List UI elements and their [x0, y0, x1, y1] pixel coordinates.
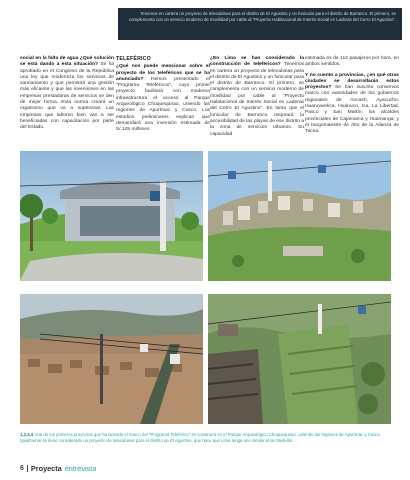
question: ¿En Lima se han considerado la construcción de teleféricos?	[210, 56, 304, 68]
footer-divider	[27, 465, 28, 472]
answer: Tenemos en cartera un proyecto de telecabinas para el distrito de El Agustino y un funicular para el distrito de Barranco. El primero, se complementa con un servicio moderno de movilidad por cable al “Proyecto Habitacional de Interés Social en Laderas del Cerro El Agustino”. En tanto que el funicular de Barranco mejorará la accesibilidad de las playas de ese distrito a la zona de servicios urbanos. Su capacidad	[210, 62, 304, 137]
answer: Se han suscrito convenios marco con autoridades de los gobiernos regionales de Áncash, Ayacucho, Huancavelica, Huánuco, Ica, La Libertad, Pasco y San Martín; los alcaldes provinciales de Cajamarca y Huamanga; y el burgomaestre de Alto de la Alianza de Tacna.	[305, 85, 400, 135]
top-banner	[118, 8, 402, 40]
question: social en la falta de agua ¿Qué solución se está dando a esta situación?	[20, 56, 114, 68]
image-caption	[20, 432, 392, 444]
column-4	[305, 56, 399, 136]
photo-hillside-housing	[208, 151, 391, 281]
caption-label: 1,2,3,4	[20, 432, 34, 437]
column-2	[116, 56, 210, 134]
banner-text: Tenemos en cartera un proyecto de telecabinas para el distrito de El Agustino y un funicular para el distrito de Barranco. El primero, se complementa con un servicio moderno de movilidad por cable al “Proyecto Habitacional de Interés Social en Laderas del Cerro El Agustino”.	[128, 11, 396, 23]
page-footer	[20, 463, 96, 473]
magazine-brand: Proyecta	[30, 463, 62, 473]
caption-text: Una de los primeros proyectos que ha lanzado el marco del “Programa Teleférico” se construirá en el Parque Arqueológico Choquequirao, uniendo las regiones de Apurímac y Cusco. Igualmente se tiene considerado un proyecto de telecabinas para el distrito de El Agustino, que hace que Lima tenga uno similar al de Medellín.	[20, 432, 382, 443]
section-heading: TELEFÉRICO	[116, 56, 151, 62]
column-1	[20, 56, 114, 132]
question: ¿Qué nos puede mencionar sobre el proyecto de los teleféricos que se ha anunciado?	[116, 64, 210, 82]
answer: Se ha aprobado en el Congreso de la República una ley que moderniza los servicios de saneamiento y que permitirá una gestión más eficiente y que las inversiones en las empresas prestadoras de servicios se den de mejor forma. Esta norma creará un organismo que va a supervisar. Las empresas que laboren bien van a ser beneficiadas con capacitación por parte del Estado.	[20, 62, 115, 131]
answer: Hemos presentado el “Programa Teleféricos”, cuyo primer proyecto facilitará con moderna infraestructura el acceso al Parque Arqueológico Choquequirao, uniendo las regiones de Apurímac y Cusco. Los estudios preliminares explican que demandará una inversión estimada de S/.125 millones.	[116, 76, 210, 133]
photo-cable-station	[20, 151, 203, 281]
answer-continued: estimada es de 112 pasajeros por hora, en ambos sentidos.	[305, 56, 399, 68]
question: Y no cuento a provincias, ¿en qué otras ciudades se desarrollarán estos proyectos?	[305, 72, 399, 91]
section-name: entrevista	[64, 463, 97, 473]
photo-choquequirao-ruins	[208, 294, 391, 424]
photo-city-cablecars	[20, 294, 203, 424]
column-3	[210, 56, 304, 138]
page-number: 6	[20, 464, 24, 472]
